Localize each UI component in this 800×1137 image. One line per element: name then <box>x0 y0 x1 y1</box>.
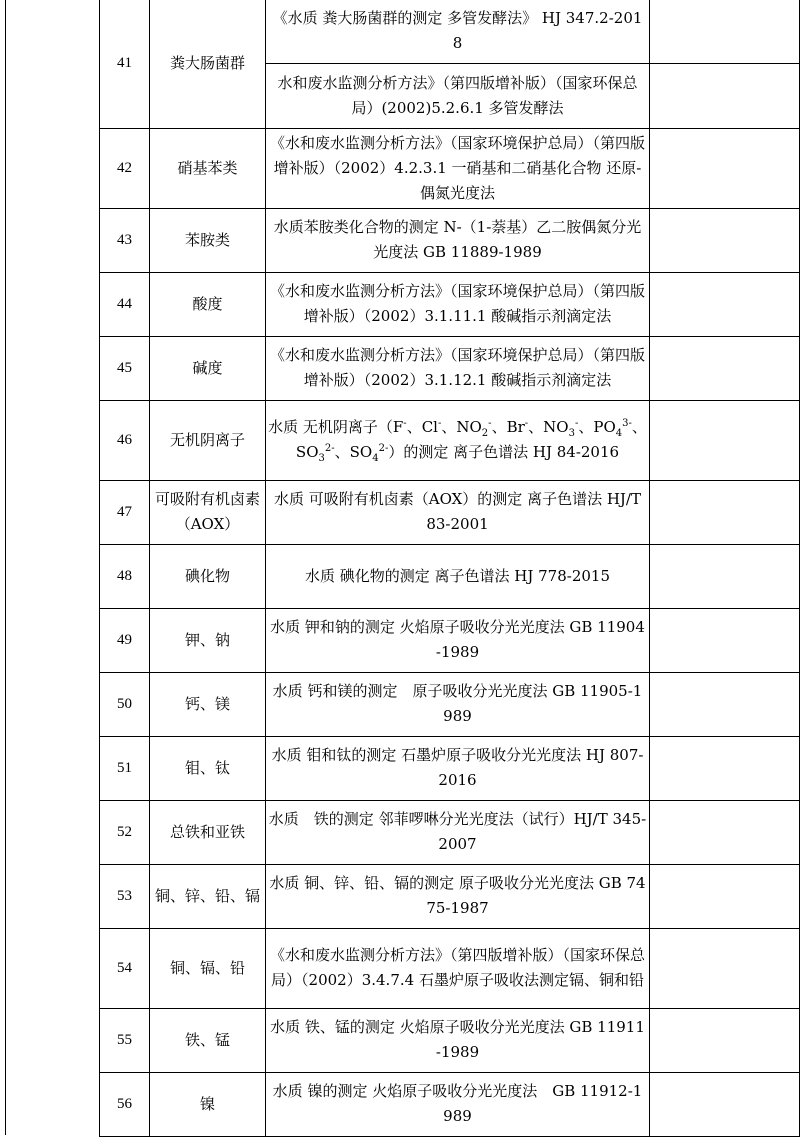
table-row <box>100 336 800 400</box>
remark-cell <box>650 480 800 544</box>
method-text: 水质苯胺类化合物的测定 N-（1-萘基）乙二胺偶氮分光光度法 GB 11889-1989 <box>266 208 650 272</box>
method-text: 水质 镍的测定 火焰原子吸收分光光度法 GB 11912-1989 <box>266 1072 650 1136</box>
remark-cell <box>650 336 800 400</box>
remark-cell <box>650 864 800 928</box>
item-name: 钼、钛 <box>150 736 266 800</box>
method-text: 水和废水监测分析方法》（第四版增补版）（国家环保总局）(2002)5.2.6.1 多管发酵法 <box>266 63 650 128</box>
remark-cell <box>650 128 800 208</box>
method-text: 水质 可吸附有机卤素（AOX）的测定 离子色谱法 HJ/T 83-2001 <box>266 480 650 544</box>
method-text: 水质 钾和钠的测定 火焰原子吸收分光光度法 GB 11904-1989 <box>266 608 650 672</box>
remark-cell <box>650 400 800 480</box>
table-row <box>100 208 800 272</box>
row-number: 43 <box>100 208 150 272</box>
row-number: 51 <box>100 736 150 800</box>
method-text: 《水和废水监测分析方法》（国家环境保护总局）（第四版增补版）（2002）3.1.12.1 酸碱指示剂滴定法 <box>266 336 650 400</box>
row-number: 55 <box>100 1008 150 1072</box>
method-text: 水质 铁的测定 邻菲啰啉分光光度法（试行）HJ/T 345-2007 <box>266 800 650 864</box>
table-row <box>100 400 800 480</box>
row-number: 42 <box>100 128 150 208</box>
method-text: 水质 碘化物的测定 离子色谱法 HJ 778-2015 <box>266 544 650 608</box>
table-row <box>100 272 800 336</box>
method-text: 水质 钼和钛的测定 石墨炉原子吸收分光光度法 HJ 807-2016 <box>266 736 650 800</box>
remark-cell <box>650 928 800 1008</box>
row-number: 54 <box>100 928 150 1008</box>
row-number: 47 <box>100 480 150 544</box>
standards-table <box>99 0 800 1137</box>
remark-cell <box>650 208 800 272</box>
item-name: 碱度 <box>150 336 266 400</box>
remark-cell <box>650 0 800 63</box>
item-name: 铜、镉、铅 <box>150 928 266 1008</box>
row-number: 53 <box>100 864 150 928</box>
row-number: 50 <box>100 672 150 736</box>
remark-cell <box>650 544 800 608</box>
method-text: 《水和废水监测分析方法》（国家环境保护总局）（第四版增补版）（2002）4.2.3.1 一硝基和二硝基化合物 还原-偶氮光度法 <box>266 128 650 208</box>
table-row <box>100 864 800 928</box>
row-number: 56 <box>100 1072 150 1136</box>
item-name: 酸度 <box>150 272 266 336</box>
method-text: 水质 铁、锰的测定 火焰原子吸收分光光度法 GB 11911-1989 <box>266 1008 650 1072</box>
table-row <box>100 608 800 672</box>
table-row <box>100 928 800 1008</box>
item-name: 无机阴离子 <box>150 400 266 480</box>
item-name: 总铁和亚铁 <box>150 800 266 864</box>
item-name: 可吸附有机卤素（AOX） <box>150 480 266 544</box>
table-row <box>100 672 800 736</box>
row-number: 48 <box>100 544 150 608</box>
item-name: 铜、锌、铅、镉 <box>150 864 266 928</box>
table-row <box>100 128 800 208</box>
remark-cell <box>650 736 800 800</box>
remark-cell <box>650 608 800 672</box>
item-name: 钙、镁 <box>150 672 266 736</box>
table-row <box>100 736 800 800</box>
method-text: 水质 铜、锌、铅、镉的测定 原子吸收分光光度法 GB 7475-1987 <box>266 864 650 928</box>
item-name: 铁、锰 <box>150 1008 266 1072</box>
table-row <box>100 544 800 608</box>
item-name: 镍 <box>150 1072 266 1136</box>
item-name: 碘化物 <box>150 544 266 608</box>
method-text: 《水和废水监测分析方法》（第四版增补版）（国家环保总局）（2002）3.4.7.4 石墨炉原子吸收法测定镉、铜和铅 <box>266 928 650 1008</box>
method-text: 《水和废水监测分析方法》（国家环境保护总局）（第四版增补版）（2002）3.1.11.1 酸碱指示剂滴定法 <box>266 272 650 336</box>
page-border-left <box>5 0 6 1135</box>
remark-cell <box>650 800 800 864</box>
row-number: 46 <box>100 400 150 480</box>
remark-cell <box>650 672 800 736</box>
row-number: 41 <box>100 0 150 128</box>
item-name: 粪大肠菌群 <box>150 0 266 128</box>
row-number: 44 <box>100 272 150 336</box>
remark-cell <box>650 1008 800 1072</box>
table-row <box>100 800 800 864</box>
row-number: 52 <box>100 800 150 864</box>
row-number: 45 <box>100 336 150 400</box>
item-name: 苯胺类 <box>150 208 266 272</box>
table-row <box>100 480 800 544</box>
method-text: 水质 钙和镁的测定 原子吸收分光光度法 GB 11905-1989 <box>266 672 650 736</box>
method-text-anions: 水质 无机阴离子（F-、Cl-、$NO_2^-$、Br-、$NO_3^-$、$PO_4^{3-}$、$SO_3^{2-}$、$SO_4^{2-}$）的测定 离子色谱法 HJ 84-2016 <box>266 400 650 480</box>
remark-cell <box>650 1072 800 1136</box>
item-name: 硝基苯类 <box>150 128 266 208</box>
remark-cell <box>650 63 800 128</box>
table-row <box>100 1072 800 1136</box>
method-text: 《水质 粪大肠菌群的测定 多管发酵法》 HJ 347.2-2018 <box>266 0 650 63</box>
item-name: 钾、钠 <box>150 608 266 672</box>
row-number: 49 <box>100 608 150 672</box>
remark-cell <box>650 272 800 336</box>
table-row <box>100 0 800 63</box>
table-row <box>100 1008 800 1072</box>
